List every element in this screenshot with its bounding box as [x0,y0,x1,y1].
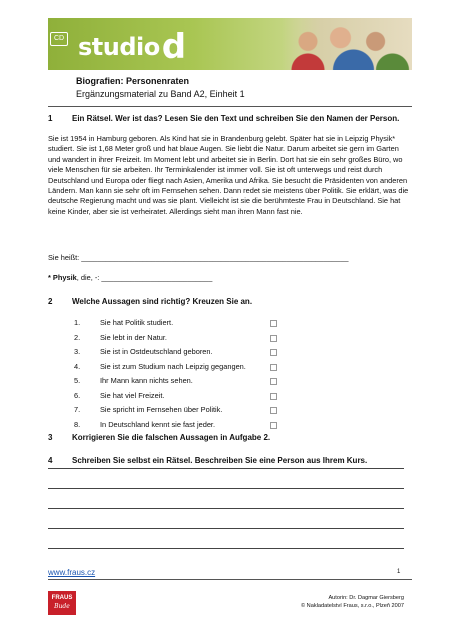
writing-line[interactable] [48,468,404,469]
task-2-heading [48,297,252,306]
brand-name: studio [78,33,160,61]
checkbox[interactable] [270,364,277,371]
task-instruction: Welche Aussagen sind richtig? Kreuzen Sie an. [72,297,253,306]
checkbox[interactable] [270,393,277,400]
item-text: In Deutschland kennt sie fast jeder. [100,419,216,429]
task-instruction: Korrigieren Sie die falschen Aussagen in Aufgabe 2. [72,433,271,442]
publisher-credit: © Nakladatelství Fraus, s.r.o., Plzeň 2007 [301,603,404,609]
list-item [74,405,294,420]
footer-divider [48,579,412,580]
item-number: 3. [74,347,81,356]
footnote-word: * Physik [48,273,77,282]
task-number: 2 [48,297,53,306]
brand-logo [78,24,186,67]
list-item [74,318,294,333]
cd-icon: CD [50,32,68,46]
checkbox[interactable] [270,335,277,342]
item-text: Sie hat viel Freizeit. [100,390,165,400]
task-4-heading [48,456,367,465]
task-number: 1 [48,114,53,123]
checkbox[interactable] [270,422,277,429]
item-number: 2. [74,332,81,342]
writing-line[interactable] [48,528,404,529]
item-number: 6. [74,390,81,400]
item-text: Sie lebt in der Natur. [100,332,167,342]
page-title: Biografien: Personenraten [76,76,190,86]
task-number: 4 [48,456,53,465]
list-item [74,391,294,406]
list-item [74,362,294,377]
item-number: 8. [74,419,81,429]
task-instruction: Ein Rätsel. Wer ist das? Lesen Sie den Text und schreiben Sie den Namen der Person. [72,114,400,123]
item-number: 5. [74,376,81,385]
item-text: Sie ist in Ostdeutschland geboren. [100,347,213,356]
list-item [74,420,294,435]
writing-line[interactable] [48,508,404,509]
task-1-heading [48,114,399,123]
credits [301,594,404,610]
list-item [74,347,294,362]
list-item [74,376,294,391]
logo-text: FRAUS [51,595,73,601]
fraus-logo [48,591,76,615]
statement-list [74,318,294,434]
author-credit: Autorin: Dr. Dagmar Giersberg [328,595,404,601]
brand-letter: d [161,27,186,67]
header-divider [48,106,412,107]
checkbox[interactable] [270,378,277,385]
item-text: Sie spricht im Fernsehen über Politik. [100,405,223,414]
task-3-heading [48,433,270,442]
header-banner [48,18,412,70]
answer-line: Sie heißt: _________________________________________________________________ [48,253,349,262]
task-instruction: Schreiben Sie selbst ein Rätsel. Beschreiben Sie eine Person aus Ihrem Kurs. [72,456,368,465]
students-photo [282,18,412,70]
footnote-blank: , die, -: ___________________________ [76,273,213,282]
writing-line[interactable] [48,548,404,549]
logo-subtext: Bude [54,603,70,610]
item-number: 4. [74,361,81,371]
list-item [74,333,294,348]
writing-line[interactable] [48,488,404,489]
item-number: 7. [74,405,81,414]
riddle-text: Sie ist 1954 in Hamburg geboren. Als Kind hat sie in Brandenburg gelebt. Später hat sie in Leipzig Physik* studiert. Sie ist 1,68 Meter groß und hat blaue Augen. Sie liebt die Natur. Darum arbeitet sie gern im Garten und wandert in ihrer Freizeit. Im Moment lebt und arbeitet sie in Berlin. Dort hat sie ein sehr großes Büro, wo viele Menschen für sie arbeiten. Ihr Terminkalender ist immer voll. Sie ist oft unterwegs und reist durch Deutschland und Europa oder fliegt nach Asien, Amerika und Afrika. Sie besucht die Präsidenten von anderen Ländern. Man kann sie sehr oft im Fernsehen sehen. Dann redet sie meistens über Politik. Sie erklärt, was die deutsche Regierung macht und was sie plant. Vielleicht ist sie die berühmteste Frau in Deutschland. Sie hat keine Kinder, aber sie ist verheiratet. Allerdings sieht man ihren Mann fast nie. [48,134,409,216]
task-number: 3 [48,433,53,442]
checkbox[interactable] [270,349,277,356]
checkbox[interactable] [270,407,277,414]
footnote [48,273,212,282]
checkbox[interactable] [270,320,277,327]
website-link[interactable]: www.fraus.cz [48,568,96,577]
item-number: 1. [74,318,81,327]
page-number: 1 [397,569,401,575]
page-subtitle: Ergänzungsmaterial zu Band A2, Einheit 1 [76,89,245,99]
item-text: Ihr Mann kann nichts sehen. [100,376,193,385]
item-text: Sie hat Politik studiert. [100,318,174,327]
item-text: Sie ist zum Studium nach Leipzig gegangen. [100,361,246,371]
